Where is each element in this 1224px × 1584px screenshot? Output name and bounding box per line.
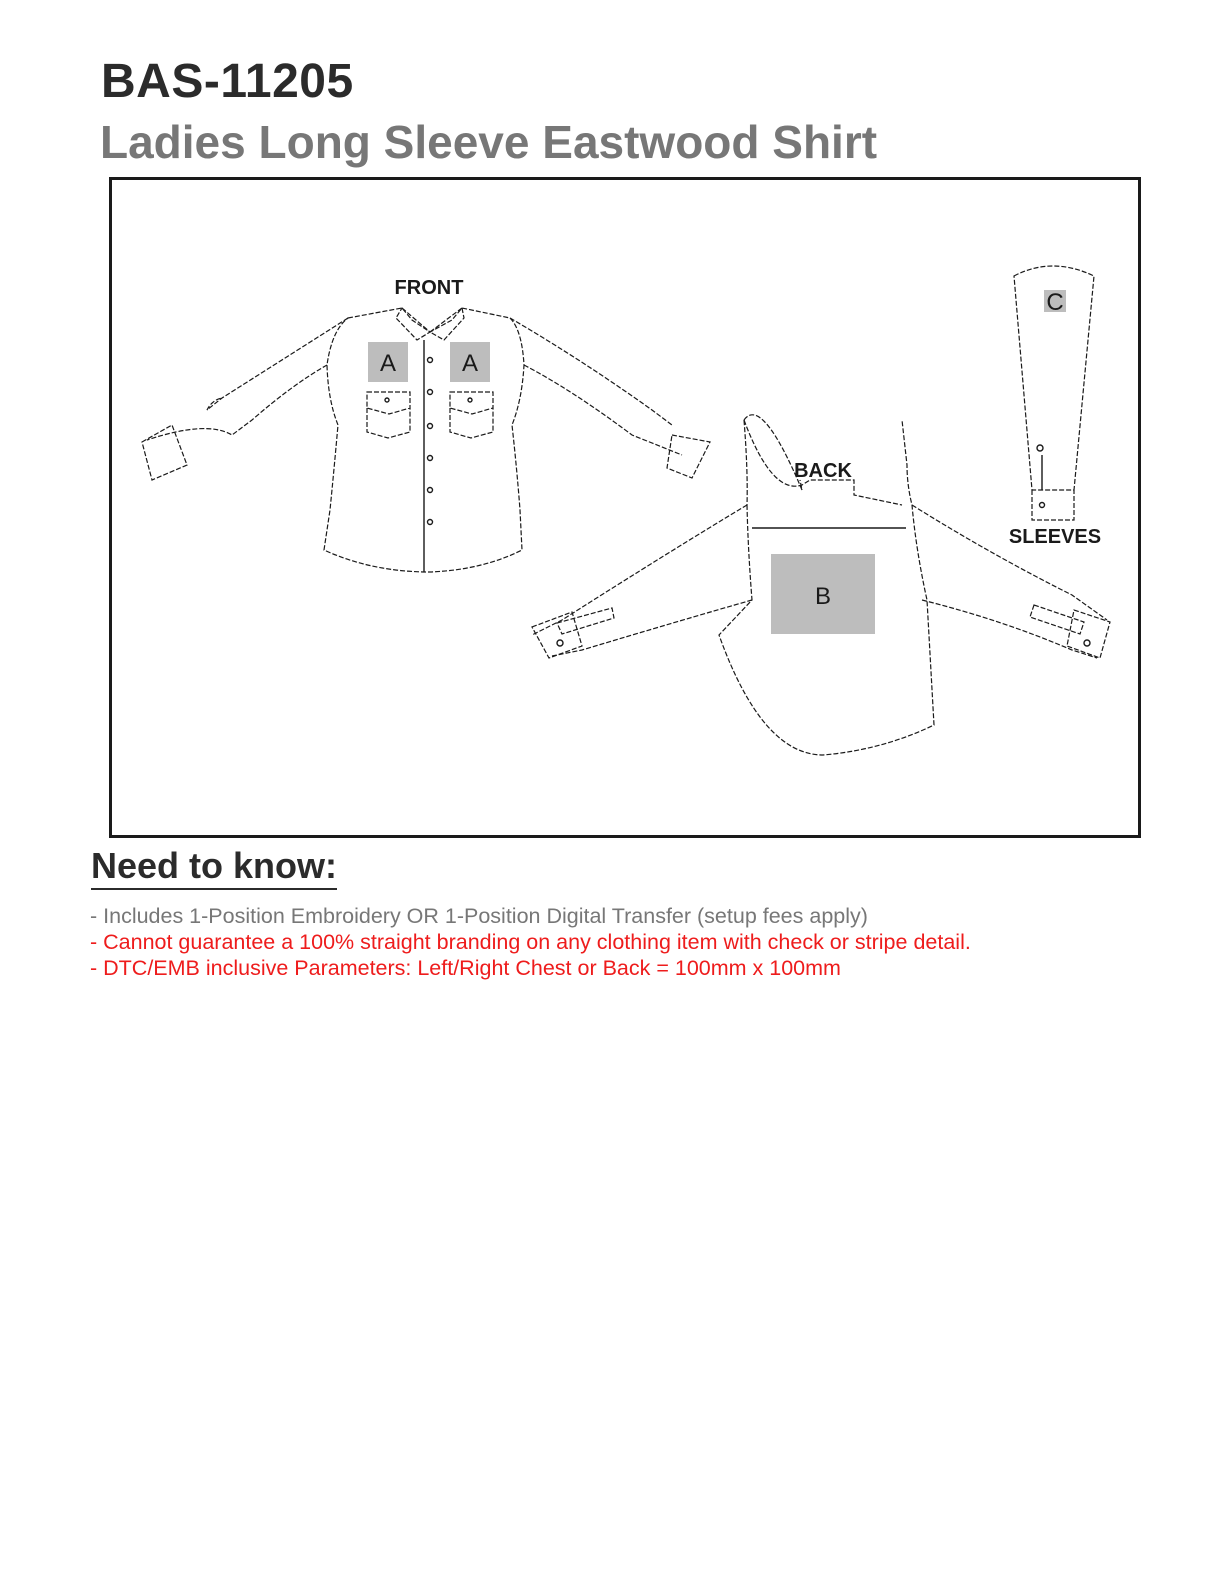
sleeve-view (1009, 266, 1101, 548)
branding-diagram (109, 177, 1141, 838)
note-item: - DTC/EMB inclusive Parameters: Left/Right Chest or Back = 100mm x 100mm (90, 956, 841, 980)
note-item: - Cannot guarantee a 100% straight branding on any clothing item with check or stripe detail. (90, 930, 971, 954)
zone-c-label: C (1046, 289, 1064, 316)
front-shirt-view (142, 277, 710, 572)
product-name: Ladies Long Sleeve Eastwood Shirt (100, 116, 878, 168)
back-label: BACK (794, 460, 852, 482)
need-to-know-heading: Need to know: (91, 848, 337, 890)
shirt-illustration (112, 180, 1138, 835)
front-label: FRONT (394, 277, 464, 299)
zone-b-label: B (814, 583, 832, 610)
back-shirt-view (532, 415, 1110, 755)
note-item: - Includes 1-Position Embroidery OR 1-Position Digital Transfer (setup fees apply) (90, 904, 868, 928)
zone-a-left-label: A (379, 350, 397, 377)
product-code: BAS-11205 (101, 55, 354, 108)
notes-list (90, 903, 971, 981)
sleeves-label: SLEEVES (1008, 526, 1102, 548)
zone-a-right-label: A (461, 350, 479, 377)
